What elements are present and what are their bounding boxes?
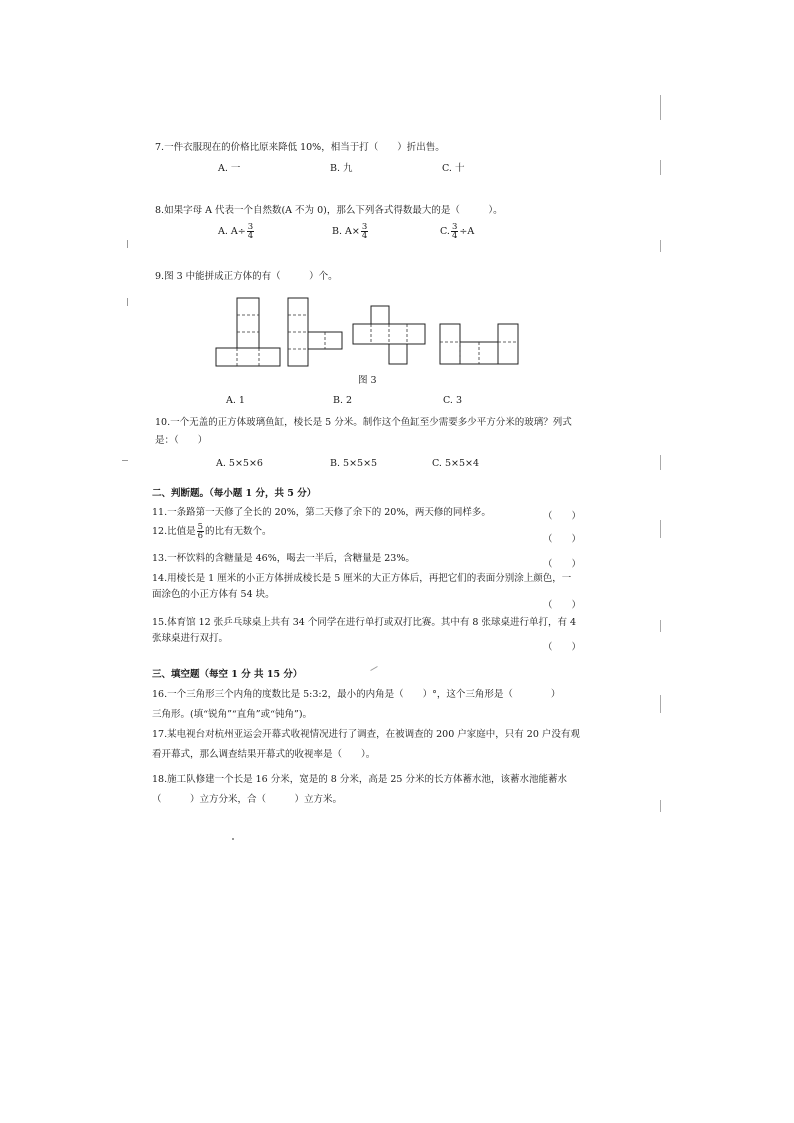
scan-margin-mark	[660, 695, 661, 713]
q11-answer-bracket: （ ）	[543, 511, 582, 522]
fraction-numerator: 3	[247, 221, 254, 232]
scan-dash-mark	[122, 460, 128, 461]
q9-option-c: C. 3	[443, 395, 463, 406]
q14-line1: 14.用棱长是 1 厘米的小正方体拼成棱长是 5 厘米的大正方体后，再把它们的表面分别涂上颜色，一	[152, 573, 572, 584]
scan-dot-mark	[232, 838, 234, 840]
fraction	[197, 523, 204, 541]
q9-option-b: B. 2	[333, 395, 353, 406]
q16-line1: 16.一个三角形三个内角的度数比是 5:3:2，最小的内角是（ ）°，这个三角形是（ ）	[152, 689, 561, 700]
q8-stem: 8.如果字母 A 代表一个自然数(A 不为 0)，那么下列各式得数最大的是（ ）。	[155, 205, 503, 216]
fraction-numerator: 5	[197, 521, 204, 532]
fraction-denominator: 4	[247, 231, 254, 241]
section2-title: 二、判断题。（每小题 1 分，共 5 分）	[152, 488, 317, 499]
q8-option-b-text: B. A×	[332, 226, 360, 237]
scan-margin-mark	[660, 455, 661, 470]
q10-option-b: B. 5×5×5	[330, 458, 378, 469]
fraction-numerator: 3	[361, 221, 368, 232]
q12-text-post: 的比有无数个。	[205, 526, 272, 537]
scan-margin-mark	[660, 160, 661, 175]
q15-line1: 15.体育馆 12 张乒乓球桌上共有 34 个同学在进行单打或双打比赛。其中有 8 张球桌进行单打，有 4	[152, 617, 577, 628]
q13-answer-bracket: （ ）	[543, 559, 582, 570]
scan-margin-mark	[660, 240, 661, 252]
q7-option-c: C. 十	[442, 163, 465, 174]
q9-option-a: A. 1	[226, 395, 245, 406]
q14-line2: 面涂色的小正方体有 54 块。	[152, 589, 275, 600]
scan-margin-mark	[660, 620, 661, 632]
q17-line1: 17.某电视台对杭州亚运会开幕式收视情况进行了调查，在被调查的 200 户家庭中，只有 20 户没有观	[152, 729, 580, 740]
q10-stem-line1: 10.一个无盖的正方体玻璃鱼缸，棱长是 5 分米。制作这个鱼缸至少需要多少平方分米的玻璃？列式	[155, 417, 572, 428]
fraction-denominator: 6	[197, 531, 204, 541]
scan-margin-mark	[660, 520, 661, 538]
q8-option-c	[440, 222, 474, 242]
scan-margin-mark	[660, 800, 661, 812]
fraction	[361, 223, 368, 241]
q7-option-a: A. 一	[218, 163, 241, 174]
cube-nets-figure	[210, 290, 530, 370]
scan-dash-mark	[127, 298, 128, 306]
q10-stem-line2: 是：（ ）	[155, 435, 208, 446]
q11-text: 11.一条路第一天修了全长的 20%，第二天修了余下的 20%，两天修的同样多。	[152, 507, 491, 518]
scan-margin-mark	[660, 95, 661, 120]
q8-option-a	[218, 222, 255, 242]
section3-title: 三、填空题（每空 1 分 共 15 分）	[152, 669, 303, 680]
q8-option-b	[332, 222, 369, 242]
q18-line1: 18.施工队修建一个长是 16 分米，宽是的 8 分米，高是 25 分米的长方体蓄水池，该蓄水池能蓄水	[152, 774, 567, 785]
q13-text: 13.一杯饮料的含糖量是 46%，喝去一半后，含糖量是 23%。	[152, 553, 415, 564]
q14-answer-bracket: （ ）	[543, 600, 582, 611]
q8-option-a-text: A. A÷	[218, 226, 246, 237]
scan-dash-mark	[127, 240, 128, 248]
q10-option-c: C. 5×5×4	[432, 458, 480, 469]
q18-line2: （ ）立方分米，合（ ）立方米。	[152, 794, 343, 805]
q7-stem: 7.一件衣服现在的价格比原来降低 10%，相当于打（ ）折出售。	[155, 142, 445, 153]
cube-net-1	[216, 298, 280, 366]
q15-answer-bracket: （ ）	[543, 642, 582, 653]
scan-scribble-mark	[370, 666, 377, 671]
cube-net-2	[288, 298, 342, 366]
q10-option-a: A. 5×5×6	[216, 458, 263, 469]
q9-stem: 9.图 3 中能拼成正方体的有（ ）个。	[155, 271, 338, 282]
fraction-denominator: 4	[361, 231, 368, 241]
q16-line2: 三角形。(填“锐角”“直角”或“钝角”)。	[152, 709, 313, 720]
fraction-denominator: 4	[451, 231, 458, 241]
fraction	[451, 223, 458, 241]
fraction-numerator: 3	[451, 221, 458, 232]
fraction	[247, 223, 254, 241]
q12-text-pre: 12.比值是	[152, 526, 196, 537]
q8-option-c-suffix: ÷A	[459, 226, 475, 237]
cube-net-4	[440, 324, 518, 364]
q17-line2: 看开幕式，那么调查结果开幕式的收视率是（ ）。	[152, 749, 376, 760]
q15-line2: 张球桌进行双打。	[152, 633, 229, 644]
figure-caption: 图 3	[358, 375, 377, 386]
q7-option-b: B. 九	[330, 163, 353, 174]
q12-answer-bracket: （ ）	[543, 534, 582, 545]
q12-text	[152, 522, 272, 542]
q8-option-c-text: C.	[440, 226, 450, 237]
cube-net-3	[353, 306, 425, 364]
